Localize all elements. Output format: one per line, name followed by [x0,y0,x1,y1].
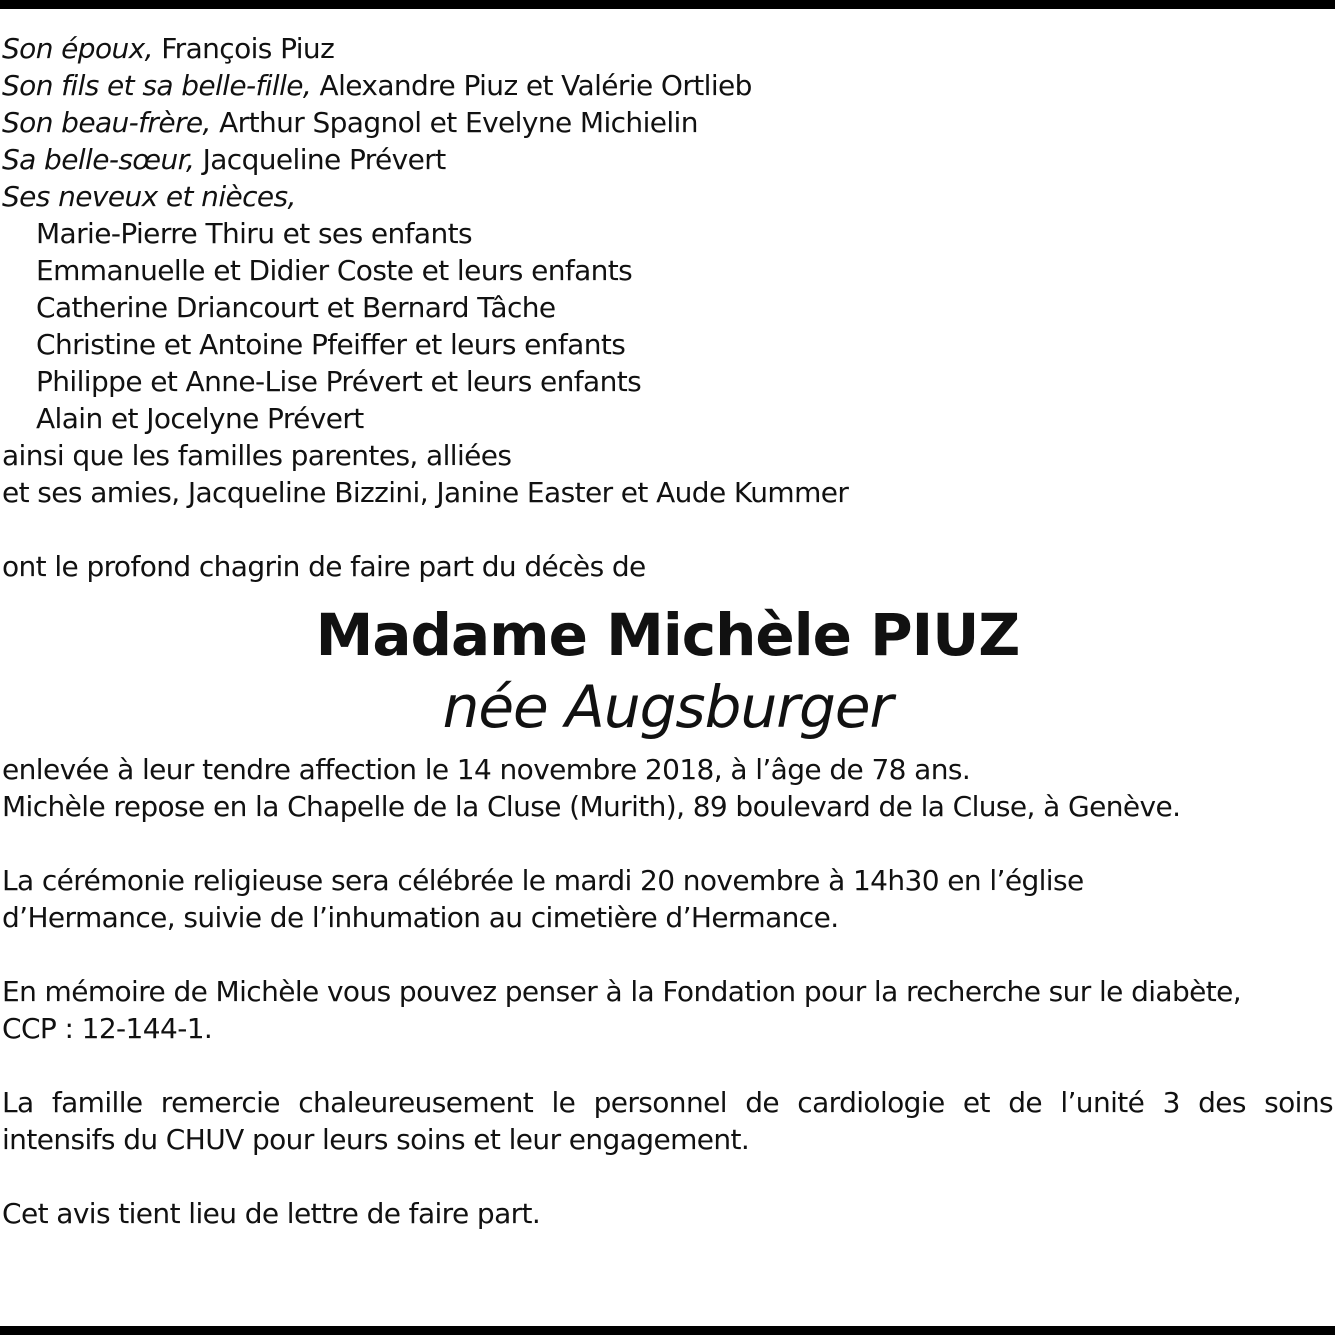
family-names: François Piuz [152,32,335,65]
others-line: ainsi que les familles parentes, alliées [2,439,512,472]
family-line-spouse [2,30,1333,67]
bottom-rule [0,1326,1335,1335]
family-line-sister-in-law [2,141,1333,178]
family-role: Son fils et sa belle-fille, [2,69,312,102]
thanks-line: intensifs du CHUV pour leurs soins et leur engagement. [2,1123,750,1156]
family-line-son [2,67,1333,104]
thanks-paragraph [2,1084,1333,1158]
ceremony-line: d’Hermance, suivie de l’inhumation au cimetière d’Hermance. [2,901,839,934]
family-role: Son beau-frère, [2,106,211,139]
announcement-line: ont le profond chagrin de faire part du décès de [2,550,646,583]
family-line-brother-in-law [2,104,1333,141]
family-list [2,30,1333,511]
nephew-item: Marie-Pierre Thiru et ses enfants [36,217,472,250]
family-names: Alexandre Piuz et Valérie Ortlieb [311,69,752,102]
nephew-item: Philippe et Anne-Lise Prévert et leurs enfants [36,365,642,398]
memory-paragraph [2,973,1333,1047]
friends-line: et ses amies, Jacqueline Bizzini, Janine Easter et Aude Kummer [2,476,849,509]
death-date-line: enlevée à leur tendre affection le 14 novembre 2018, à l’âge de 78 ans. [2,753,971,786]
nephew-item: Alain et Jocelyne Prévert [36,402,364,435]
family-names: Arthur Spagnol et Evelyne Michielin [210,106,698,139]
nephew-item: Catherine Driancourt et Bernard Tâche [36,291,556,324]
family-names: Jacqueline Prévert [194,143,446,176]
nephew-item: Emmanuelle et Didier Coste et leurs enfants [36,254,633,287]
ceremony-paragraph [2,862,1333,936]
family-role: Son époux, [2,32,153,65]
family-role: Ses neveux et nièces, [2,180,296,213]
repose-line: Michèle repose en la Chapelle de la Cluse (Murith), 89 boulevard de la Cluse, à Genève. [2,790,1181,823]
closing-line: Cet avis tient lieu de lettre de faire part. [2,1197,541,1230]
memory-line: En mémoire de Michèle vous pouvez penser à la Fondation pour la recherche sur le diabète, [2,975,1242,1008]
nephew-item: Christine et Antoine Pfeiffer et leurs enfants [36,328,626,361]
memory-line: CCP : 12-144-1. [2,1012,213,1045]
family-role: Sa belle-sœur, [2,143,195,176]
top-rule [0,0,1335,9]
ceremony-line: La cérémonie religieuse sera célébrée le mardi 20 novembre à 14h30 en l’église [2,864,1084,897]
deceased-block [2,599,1333,743]
obituary-notice [2,30,1333,1232]
birth-name: née Augsburger [442,673,893,741]
death-info [2,751,1333,825]
deceased-name: Madame Michèle PIUZ [315,601,1020,669]
thanks-line: La famille remercie chaleureusement le personnel de cardiologie et de l’unité 3 des soins [2,1086,1333,1119]
family-line-nephews [2,178,1333,215]
